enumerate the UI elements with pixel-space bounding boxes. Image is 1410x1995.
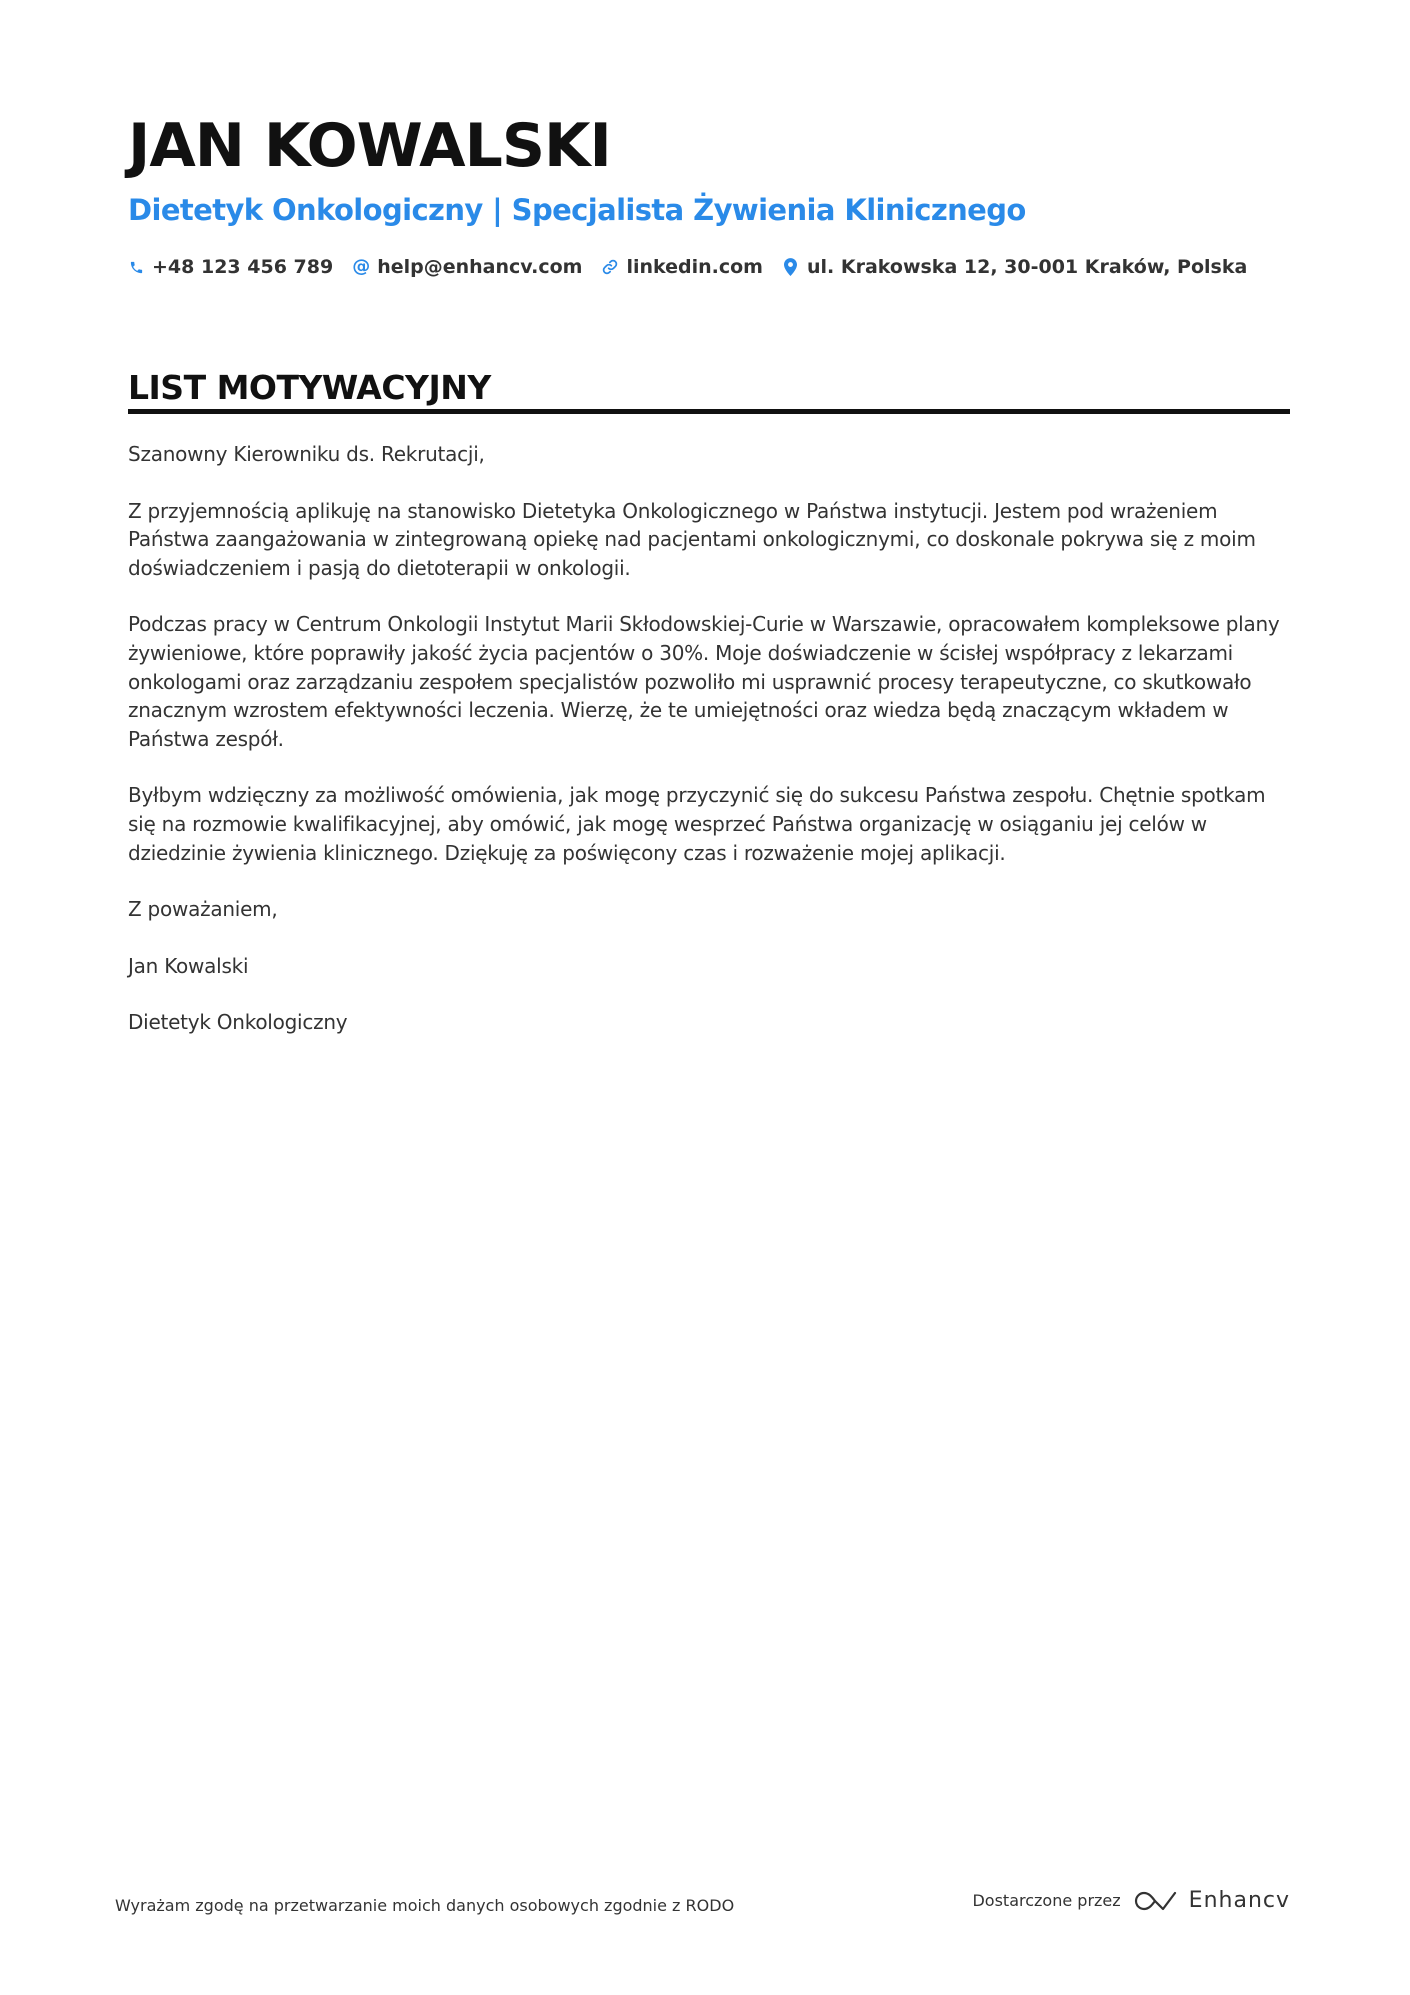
contact-linkedin[interactable]: [602, 254, 763, 280]
enhancv-logo-text: Enhancv: [1188, 1888, 1290, 1913]
enhancv-logo-icon: [1133, 1889, 1179, 1913]
phone-icon: [128, 257, 144, 277]
gdpr-consent: Wyrażam zgodę na przetwarzanie moich danych osobowych zgodnie z RODO: [115, 1896, 735, 1915]
contact-address: [783, 254, 1247, 280]
contact-email-text[interactable]: help@enhancv.com: [377, 256, 583, 278]
letter-closing: Z poważaniem,: [128, 897, 278, 922]
letter-body: [128, 440, 1290, 1065]
contact-address-text: ul. Krakowska 12, 30-001 Kraków, Polska: [806, 256, 1248, 278]
signature-title: Dietetyk Onkologiczny: [128, 1010, 348, 1035]
provided-by-footer[interactable]: [972, 1888, 1290, 1914]
contact-email[interactable]: [353, 254, 582, 280]
contact-phone: [128, 254, 333, 280]
letter-paragraph: Podczas pracy w Centrum Onkologii Instytut Marii Skłodowskiej-Curie w Warszawie, opracowałem kompleksowe plany żywieniowe, które poprawiły jakość życia pacjentów o 30%. Moje doświadczenie w ścisłej współpracy z lekarzami onkologami oraz zarządzaniu zespołem specjalistów pozwoliło mi usprawnić procesy terapeutyczne, co skutkowało znacznym wzrostem efektywności leczenia. Wierzę, że te umiejętności oraz wiedza będą znaczącym wkładem w Państwa zespół.: [128, 612, 1280, 751]
letter-paragraph: Byłbym wdzięczny za możliwość omówienia, jak mogę przyczynić się do sukcesu Państwa zespołu. Chętnie spotkam się na rozmowie kwalifikacyjnej, aby omówić, jak mogę wesprzeć Państwa organizację w osiąganiu jej celów w dziedzinie żywienia klinicznego. Dziękuję za poświęcony czas i rozważenie mojej aplikacji.: [128, 783, 1266, 865]
section-divider: [128, 409, 1290, 414]
letter-paragraph: Z przyjemnością aplikuję na stanowisko Dietetyka Onkologicznego w Państwa instytucji. Jestem pod wrażeniem Państwa zaangażowania w zintegrowaną opiekę nad pacjentami onkologicznymi, co doskonale pokrywa się z moim doświadczeniem i pasją do dietoterapii w onkologii.: [128, 498, 1256, 580]
contact-phone-text: +48 123 456 789: [152, 256, 334, 278]
applicant-job-title: Dietetyk Onkologiczny | Specjalista Żywienia Klinicznego: [128, 193, 1026, 227]
contact-bar: [128, 254, 1267, 280]
signature-name: Jan Kowalski: [128, 953, 249, 978]
contact-linkedin-text[interactable]: linkedin.com: [626, 256, 763, 278]
letter-greeting: Szanowny Kierowniku ds. Rekrutacji,: [128, 442, 485, 466]
location-pin-icon: [783, 257, 799, 277]
link-icon: [602, 257, 618, 277]
applicant-name: JAN KOWALSKI: [128, 111, 611, 181]
section-title: LIST MOTYWACYJNY: [128, 368, 491, 407]
provided-by-label: Dostarczone przez: [972, 1891, 1121, 1910]
at-icon: @: [352, 256, 371, 277]
